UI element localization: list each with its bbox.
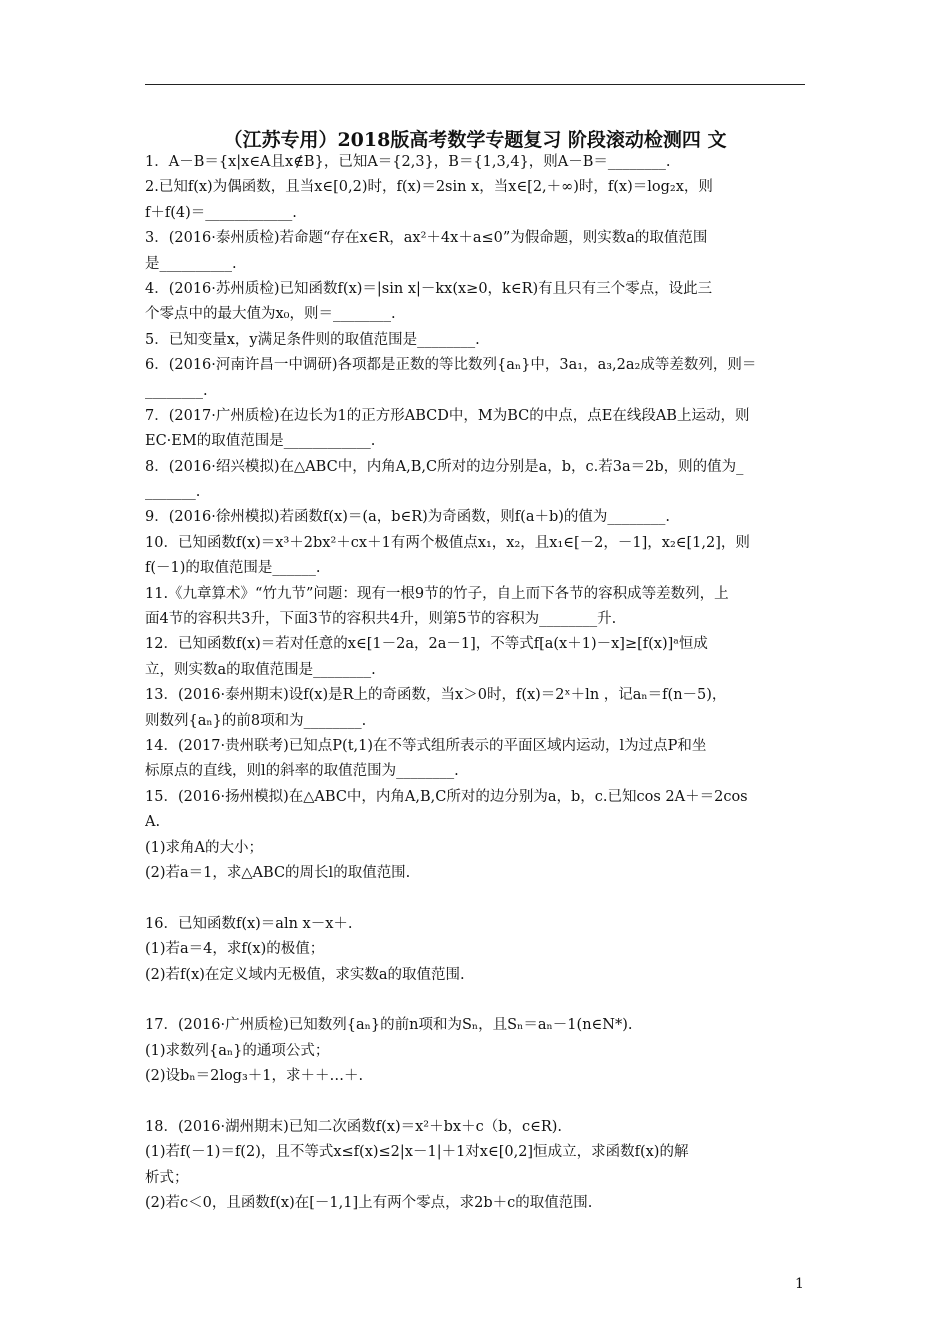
text-line: 是__________. — [145, 255, 237, 272]
text-line: 11.《九章算术》“竹九节”问题：现有一根9节的竹子，自上而下各节的容积成等差数列，上 — [145, 585, 729, 602]
document-body — [145, 150, 807, 1216]
text-line: (1)求角A的大小； — [145, 839, 264, 856]
text-line: (2)设bₙ＝2log₃＋1，求＋＋…＋. — [145, 1068, 364, 1085]
page-number: 1 — [795, 1276, 804, 1292]
text-line: 16．已知函数f(x)＝aln x－x＋. — [145, 915, 353, 932]
text-line: ________. — [145, 382, 208, 399]
text-line: f(－1)的取值范围是______. — [145, 560, 321, 577]
text-line: 立，则实数a的取值范围是________. — [145, 661, 376, 678]
text-line: (1)求数列{aₙ}的通项公式； — [145, 1042, 330, 1059]
text-line: 13．(2016·泰州期末)设f(x)是R上的奇函数，当x＞0时，f(x)＝2ˣ＋ln ，记aₙ＝f(n－5)， — [145, 687, 727, 704]
text-line: f＋f(4)＝____________. — [145, 204, 297, 221]
text-line: 18．(2016·湖州期末)已知二次函数f(x)＝x²＋bx＋c（b，c∈R). — [145, 1118, 563, 1135]
text-line: 10．已知函数f(x)＝x³＋2bx²＋cx＋1有两个极值点x₁，x₂，且x₁∈[－2，－1]，x₂∈[1,2]，则 — [145, 534, 750, 551]
header-rule — [145, 84, 805, 85]
text-line: 6．(2016·河南许昌一中调研)各项都是正数的等比数列{aₙ}中，3a₁，a₃,2a₂成等差数列，则＝ — [145, 357, 757, 374]
text-line: 5．已知变量x，y满足条件则的取值范围是________. — [145, 331, 480, 348]
text-line: 3．(2016·泰州质检)若命题“存在x∈R，ax²＋4x＋a≤0”为假命题，则实数a的取值范围 — [145, 230, 708, 247]
text-line: (2)若c＜0，且函数f(x)在[－1,1]上有两个零点，求2b＋c的取值范围. — [145, 1195, 593, 1212]
text-line: 标原点的直线，则l的斜率的取值范围为________. — [145, 763, 459, 780]
text-line: 面4节的容积共3升，下面3节的容积共4升，则第5节的容积为________升. — [145, 611, 617, 628]
text-line: 析式； — [145, 1169, 189, 1186]
text-line: A. — [145, 814, 161, 831]
text-line: 7．(2017·广州质检)在边长为1的正方形ABCD中，M为BC的中点，点E在线段AB上运动，则 — [145, 407, 750, 424]
blank-line — [145, 1089, 807, 1114]
text-line: (2)若f(x)在定义域内无极值，求实数a的取值范围. — [145, 966, 465, 983]
text-line: (1)若a＝4，求f(x)的极值； — [145, 941, 325, 958]
text-line: 4．(2016·苏州质检)已知函数f(x)＝|sin x|－kx(x≥0，k∈R)有且只有三个零点，设此三 — [145, 280, 713, 297]
blank-line — [145, 886, 807, 911]
text-line: 17．(2016·广州质检)已知数列{aₙ}的前n项和为Sₙ，且Sₙ＝aₙ－1(n∈N*). — [145, 1017, 633, 1034]
text-line: EC·EM的取值范围是____________. — [145, 433, 376, 450]
text-line: (2)若a＝1，求△ABC的周长l的取值范围. — [145, 864, 411, 881]
text-line: 9．(2016·徐州模拟)若函数f(x)＝(a，b∈R)为奇函数，则f(a＋b)的值为________. — [145, 509, 671, 526]
text-line: 15．(2016·扬州模拟)在△ABC中，内角A,B,C所对的边分别为a，b，c.已知cos 2A＋＝2cos — [145, 788, 748, 805]
text-line: 14．(2017·贵州联考)已知点P(t,1)在不等式组所表示的平面区域内运动，l为过点P和坐 — [145, 737, 707, 754]
text-line: 12．已知函数f(x)＝若对任意的x∈[1－2a，2a－1]，不等式f[a(x＋1)－x]≥[f(x)]ᵃ恒成 — [145, 636, 708, 653]
text-line: 则数列{aₙ}的前8项和为________. — [145, 712, 367, 729]
text-line: 1．A－B＝{x|x∈A且x∉B}，已知A＝{2,3}，B＝{1,3,4}，则A－B＝________. — [145, 154, 671, 170]
document-title: （江苏专用）2018版高考数学专题复习 阶段滚动检测四 文 — [223, 129, 727, 151]
text-line: _______. — [145, 484, 201, 501]
text-line: 2.已知f(x)为偶函数，且当x∈[0,2)时，f(x)＝2sin x，当x∈[2,＋∞)时，f(x)＝log₂x，则 — [145, 179, 713, 196]
blank-line — [145, 988, 807, 1013]
text-line: 个零点中的最大值为x₀，则＝________. — [145, 306, 396, 323]
text-line: 8．(2016·绍兴模拟)在△ABC中，内角A,B,C所对的边分别是a，b，c.若3a＝2b，则的值为_ — [145, 458, 744, 475]
text-line: (1)若f(－1)＝f(2)，且不等式x≤f(x)≤2|x－1|＋1对x∈[0,2]恒成立，求函数f(x)的解 — [145, 1144, 689, 1161]
